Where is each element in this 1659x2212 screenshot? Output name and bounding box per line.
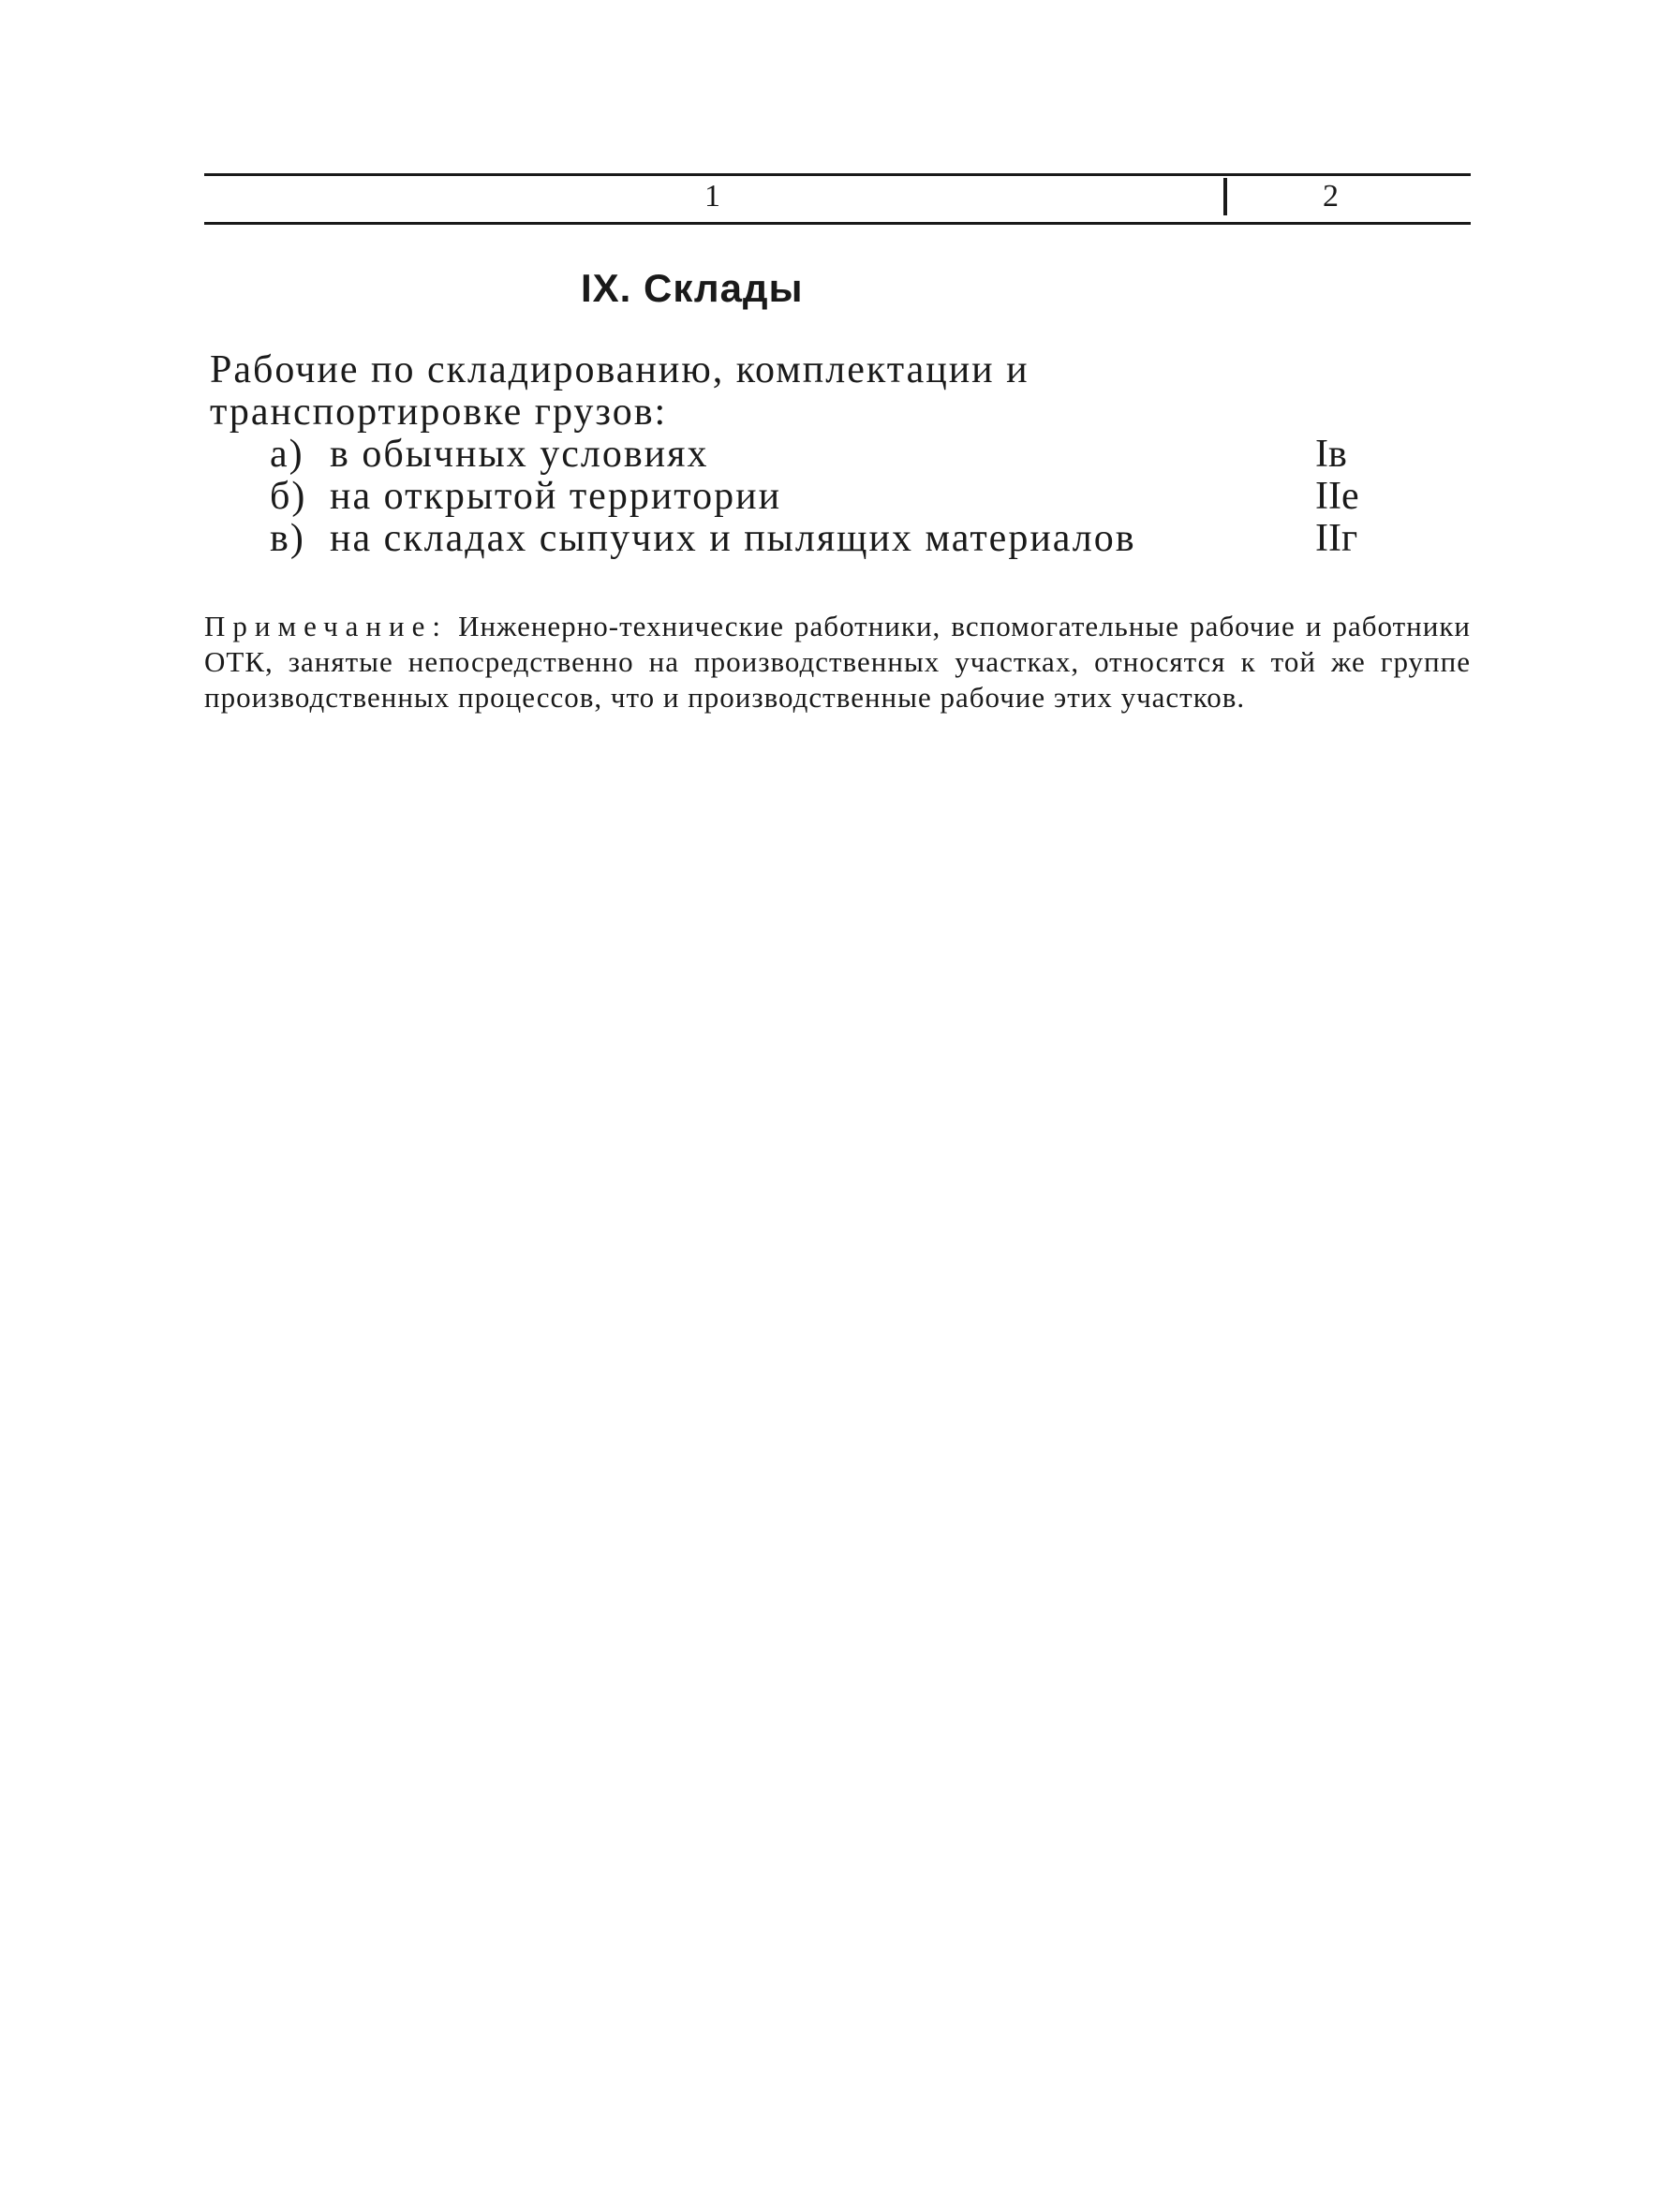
list-item-text: на открытой территории (330, 475, 782, 518)
note-text: Инженерно-технические работники, вспомогательные рабочие и работники ОТК, занятые непосредственно на производственных участках, относятся к той же группе производственных процессов, что и производственные рабочие этих участков. (204, 610, 1472, 714)
list-item (0, 518, 1659, 560)
list-item-group: IIг (1315, 517, 1358, 560)
list-item (0, 434, 1659, 476)
list-item-text: на складах сыпучих и пылящих материалов (330, 517, 1136, 560)
list-item-group: IIе (1315, 475, 1359, 518)
lead-text: Рабочие по складированию, комплектации и транспортировке грузов: (210, 348, 1029, 434)
table-header-bottom-rule (204, 222, 1471, 225)
list-item-group: Iв (1315, 433, 1347, 476)
list-item-marker: б) (270, 475, 307, 518)
table-header-top-rule (204, 173, 1471, 176)
note-paragraph (204, 609, 1471, 715)
list-item-marker: в) (270, 517, 305, 560)
column-number-2: 2 (1323, 179, 1339, 214)
list-item (0, 476, 1659, 518)
list-item-text: в обычных условиях (330, 433, 709, 476)
column-number-1: 1 (704, 179, 720, 214)
column-divider (1223, 178, 1227, 215)
list-item-marker: а) (270, 433, 304, 476)
note-label: Примечание: (204, 610, 448, 642)
section-title: IX. Склады (581, 266, 804, 310)
